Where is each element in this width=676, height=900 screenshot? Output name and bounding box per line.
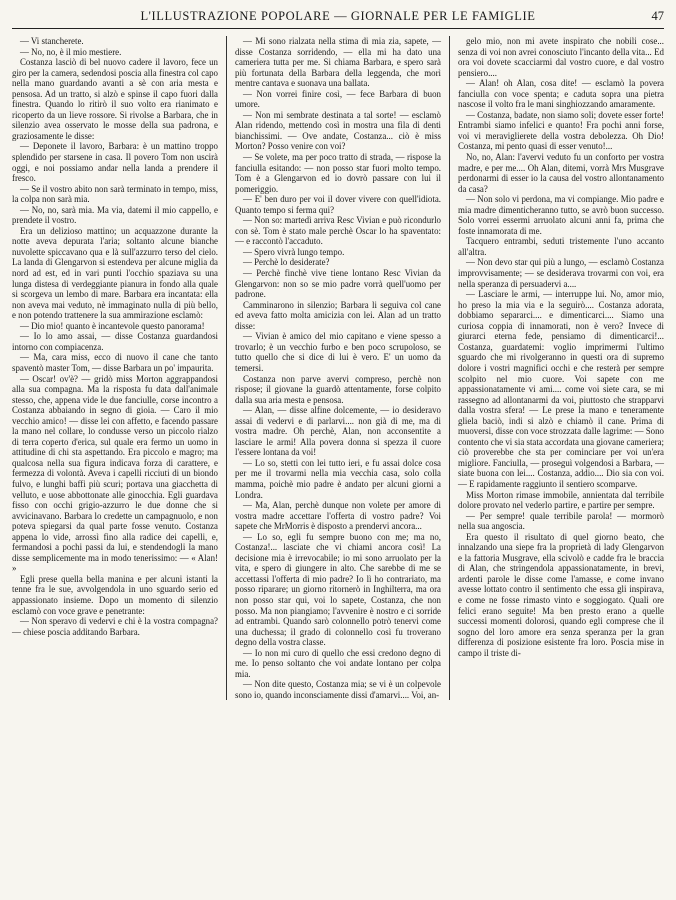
paragraph: — Non dite questo, Costanza mia; se vi è un colpevole sono io, quando inconsciamente dissi d'amarvi.... Voi, an-	[235, 679, 441, 700]
column-right	[458, 36, 664, 700]
column-left	[12, 36, 218, 700]
paragraph: — Mi sono rialzata nella stima di mia zia, sapete, — disse Costanza sorridendo, — ella mi ha dato una cameriera tutta per me. Si chiama Barbara, e spero sarà più fortunata della Barbara della leggenda, che morì mentre cantava e suonava una ballata.	[235, 36, 441, 89]
paragraph: No, no, Alan: l'avervi veduto fu un conforto per vostra madre, e per me.... Oh Alan, ditemi, vorrà Mrs Musgrave perdonarmi di esser io la causa del vostro allontanamento da casa?	[458, 152, 664, 194]
paragraph: — Non so: martedì arriva Resc Vivian e può ricondurlo con sè. Tom è stato male perchè Oscar lo ha spaventato: — e raccontò l'accaduto.	[235, 215, 441, 247]
paragraph: Costanza lasciò di bel nuovo cadere il lavoro, fece un giro per la camera, sedendosi poscia alla finestra col capo nella mano guardando avanti a sè con aria mesta e pensosa. Ad un tratto, si alzò e spinse il capo fuori dalla finestra. Quando lo ritirò il suo volto era rianimato e ricoperto da un lieve rossore. Si rivolse a Barbara, che in silenzio avea osservato le mosse della sua padrona, e graziosamente le disse:	[12, 57, 218, 141]
paragraph: — No, no, sarà mia. Ma via, datemi il mio cappello, e prendete il vostro.	[12, 204, 218, 226]
paragraph: — Perchè finchè vive tiene lontano Resc Vivian da Glengarvon: non so se mio padre vorrà quell'uomo per padrone.	[235, 268, 441, 300]
paragraph: — Non vorrei finire così, — fece Barbara di buon umore.	[235, 88, 441, 110]
paragraph: — Spero vivrà lungo tempo.	[243, 246, 345, 257]
paragraph: Miss Morton rimase immobile, annientata dal terribile dolore provato nel vederlo partire, e partire per sempre.	[458, 489, 664, 511]
text-columns	[12, 36, 664, 700]
paragraph: — Io lo amo assai, — disse Costanza guardandosi intorno con compiacenza.	[12, 331, 218, 352]
paragraph: gelo mio, non mi avete inspirato che nobili cose... senza di voi non avrei conosciuto l'incanto della vita... Ed ora voi dovete scacciarmi dal vostro cuore, e dal vostro pensiero....	[458, 36, 664, 78]
paragraph: — Io non mi curo di quello che essi credono degno di me. Io penso soltanto che voi andate lontano per colpa mia.	[235, 647, 441, 679]
paragraph: — Lo so, stetti con lei tutto ieri, e fu assai dolce cosa per me il trovarmi nella mia vecchia casa, solo colla mamma, poichè mio padre è andato per alcuni giorni a Londra.	[235, 457, 441, 500]
paragraph: — Per sempre! quale terribile parola! — mormorò nella sua angoscia.	[458, 510, 664, 532]
paragraph: — Non solo vi perdona, ma vi compiange. Mio padre e mia madre dimenticheranno tutto, se avrò buon successo. Solo vorrei essermi arruolato alcuni anni fa, prima che foste innamorata di me.	[458, 194, 664, 236]
paragraph: — Ma, cara miss, ecco di nuovo il cane che tanto spaventò master Tom, — disse Barbara un po' impaurita.	[12, 352, 218, 373]
paragraph: — Oscar! ov'è? — gridò miss Morton aggrappandosi alla sua compagna. Ma la risposta fu data dall'animale stesso, che, appena vide le due fanciulle, corse incontro a Costanza abbaiando in segno di gioia. — Caro il mio vecchio amico! — disse lei con affetto, e facendo passare la mano nel collare, lo condusse verso un piccolo rialzo di terra coperto d'erica, sul quale era fermo un uomo in attitudine di chi sta aspettando. Era piccolo e magro; ma qualcosa nella sua figura indicava forza di carattere, e fermezza di volontà. Aveva i capelli ricciuti di un biondo fulvo, e lunghi baffi più scuri; portava una giacchetta di velluto, e uose abbottonate alle ginocchia. Egli guardava fisso con occhi grigio-azzurro le due donne che si avvicinavano. Barbara lo credette un campagnuolo, e non poteva spiegarsi da qual parte fosse venuto. Costanza appena lo vide, arrossì fino alla radice dei capelli, e, fermandosi a pochi passi da lui, e stendendogli la mano disse semplicemente ma in modo tenerissimo: — « Alan! »	[12, 373, 218, 574]
paragraph: — Non devo star qui più a lungo, — esclamò Costanza improvvisamente; — se desiderava trovarmi con voi, era nella speranza di persuadervi a....	[458, 257, 664, 289]
paragraph: — Costanza, badate, non siamo soli; dovete esser forte! Entrambi siamo infelici e quanto! Fra pochi anni forse, voi vi meraviglierete della vostra debolezza. Oh Dio! Costanza, mi pento quasi di esser venuto!...	[458, 109, 664, 152]
column-divider	[226, 36, 227, 700]
paragraph: — Vivian è amico del mio capitano e viene spesso a trovarlo; è un vecchio furbo e ben poco scrupoloso, se tutto quello che si dice di lui è vero. E' un uomo da temersi.	[235, 331, 441, 373]
paragraph: Era un delizioso mattino; un acquazzone durante la notte aveva depurata l'aria; soltanto alcune bianche nuvolette spiccavano qua e là sull'azzurro terso del cielo. La landa di Glengarvon si estendeva per alcune miglia da nord ad est, ed in vari punti l'occhio spaziava su una lunga distesa di verdeggiante pianura in fondo alla quale si scorgeva un lembo di mare. Barbara era incantata: ella non avevа mai veduto, nè immaginato nulla di più bello, e non potendo trattenere la sua ammirazione esclamò:	[12, 225, 218, 321]
paragraph: — Se il vostro abito non sarà terminato in tempo, miss, la colpa non sarà mia.	[12, 183, 218, 205]
paragraph: — Non mi sembrate destinata a tal sorte! — esclamò Alan ridendo, mettendo così in mostra una fila di denti bianchissimi. — Ove andate, Costanza... ciò è miss Morton? Posso venire con voi?	[235, 109, 441, 152]
running-header	[12, 6, 664, 29]
paragraph: — Vi stancherete.	[20, 36, 84, 46]
column-divider	[449, 36, 450, 700]
column-middle	[235, 36, 441, 700]
paragraph: Camminarono in silenzio; Barbara li seguiva col cane ed aveva fatto molta amicizia con lei. Alan ad un tratto disse:	[235, 299, 441, 331]
paragraph: — Perchè lo desiderate?	[243, 257, 330, 268]
paragraph: — Ma, Alan, perchè dunque non volete per amore di vostra madre accettare l'offerta di vostro padre? Voi sapete che MrMorris è disposto a prendervi ancora...	[235, 500, 441, 532]
paragraph: — Se volete, ma per poco tratto di strada, — rispose la fanciulla esitando: — non posso star fuori molto tempo. Tom è a Glengarvon ed io dovrò passare con lui il pomeriggio.	[235, 152, 441, 194]
paragraph: — No, no, è il mio mestiere.	[20, 46, 122, 57]
journal-title: L'ILLUSTRAZIONE POPOLARE — GIORNALE PER LE FAMIGLIE	[140, 9, 536, 23]
paragraph: — Lo so, egli fu sempre buono con me; ma no, Costanza!... lasciate che vi chiami ancora così! La decisione mia è irrevocabile; io mi sono arruolato per la vita, e spero di giungere in alto. Che sarebbe di me se accettassi l'offerta di mio padre? Io lì ho contrariato, ma posso riparare; un giorno ritornerò in Inghilterra, ma ora non posso star qui, voi lo sapete, Costanza, che non posso. Ma non piangiamo; l'avvenire è nostro e ci sorride ad entrambi. Quando sarò colonnello potrò tenervi come una duchessa; il grado di colonnello così fu troverano degno della vostra classe.	[235, 531, 441, 648]
paragraph: — Dio mio! quanto è incantevole questo panorama!	[20, 320, 205, 331]
paragraph: Costanza non parve avervi compreso, perchè non rispose; il giovane la guardò attentamente, forse colpito dalla sua aria mesta e pensosa.	[235, 373, 441, 405]
paragraph: Era questo il risultato di quel giorno beato, che innalzando una siepe fra la proprietà di lady Glengarvon e la fattoria Musgrave, ella scivolò e cadde fra le braccia di Alan, che stringendola appassionatamente, in brevi, ardenti parole le disse come l'amasse, e come invano avesse lottato contro il sentimento che essa gli inspirava, e come ne fosse rimasto vinto e soggiogato. Quali ore felici erano seguite! Ma ben presto erano a quelle successi momenti dolorosi, quando egli comprese che il sogno del loro amore era senza speranza per la gran differenza di posizione esistente fra loro. Poscia mise in campo il triste di-	[458, 531, 664, 658]
paragraph: — Alan, — disse alfine dolcemente, — io desideravo assai di vedervi e di parlarvi.... non già di me, ma di vostra madre. Oh perchè, Alan, non acconsentite a lasciare le armi! Alla povera donna si spezza il cuore l'essere lontana da voi!	[235, 405, 441, 458]
paragraph: — Alan! oh Alan, cosa dite! — esclamò la povera fanciulla con voce spenta; e caduta sopra una pietra nascose il volto fra le mani singhiozzando amaramente.	[458, 78, 664, 110]
paragraph: Tacquero entrambi, seduti tristemente l'uno accanto all'altra.	[458, 236, 664, 257]
paragraph: — Deponete il lavoro, Barbara: è un mattino troppo splendido per starsene in casa. Il povero Tom non uscirà oggi, e noi possiamo andar nella landa a prendere il fresco.	[12, 141, 218, 184]
paragraph: — Non speravo di vedervi e chi è la vostra compagna? — chiese poscia additando Barbara.	[12, 616, 218, 637]
paragraph: Egli prese quella bella manina e per alcuni istanti la tenne fra le sue, avvolgendola in uno sguardo serio ed appassionato insieme. Dopo un momento di silenzio esclamò con voce grave e penetrante:	[12, 573, 218, 616]
paragraph: — E' ben duro per voi il dover vivere con quell'idiota. Quanto tempo si ferma qui?	[235, 194, 441, 215]
page-number: 47	[651, 9, 664, 23]
paragraph: — Lasciare le armi, — interruppe lui. No, amor mio, ho preso la mia via e la seguirò.... Costanza adorata, dobbiamo separarci.... e dimenticarci.... Siamo una curiosa coppia di innamorati, non è vero? Invece di giurarci eterna fede, pensiamo di dimenticarci!... Costanza, guardatemi: voglio imprimermi l'ultimo sguardo che mi rivolgeranno in questi ora di supremo dolore i vostri magnifici occhi e che resterà per sempre scolpito nel mio cuore. Voi sapete con me appassionatamente vi ami.... come voi siete cara, se mi rassegno ad allontanarmi da voi, piuttosto che strapparvi dalla vostra sfera! — Le prese la mano e teneramente gliela baciò, indi si alzò e chiamò il cane. Prima di muoversi, disse con voce strozzata dalle lagrime: — Sono contento che vi sia stata accordata una giovane cameriera; ciò proverebbe che sta per cominciare per voi un'era migliore. Fanciulla, — proseguì volgendosi a Barbara, — siate buona con lei.... Costanza, addio.... Dio sia con voi. — E rapidamente raggiunto il sentiero scomparve.	[458, 289, 664, 489]
